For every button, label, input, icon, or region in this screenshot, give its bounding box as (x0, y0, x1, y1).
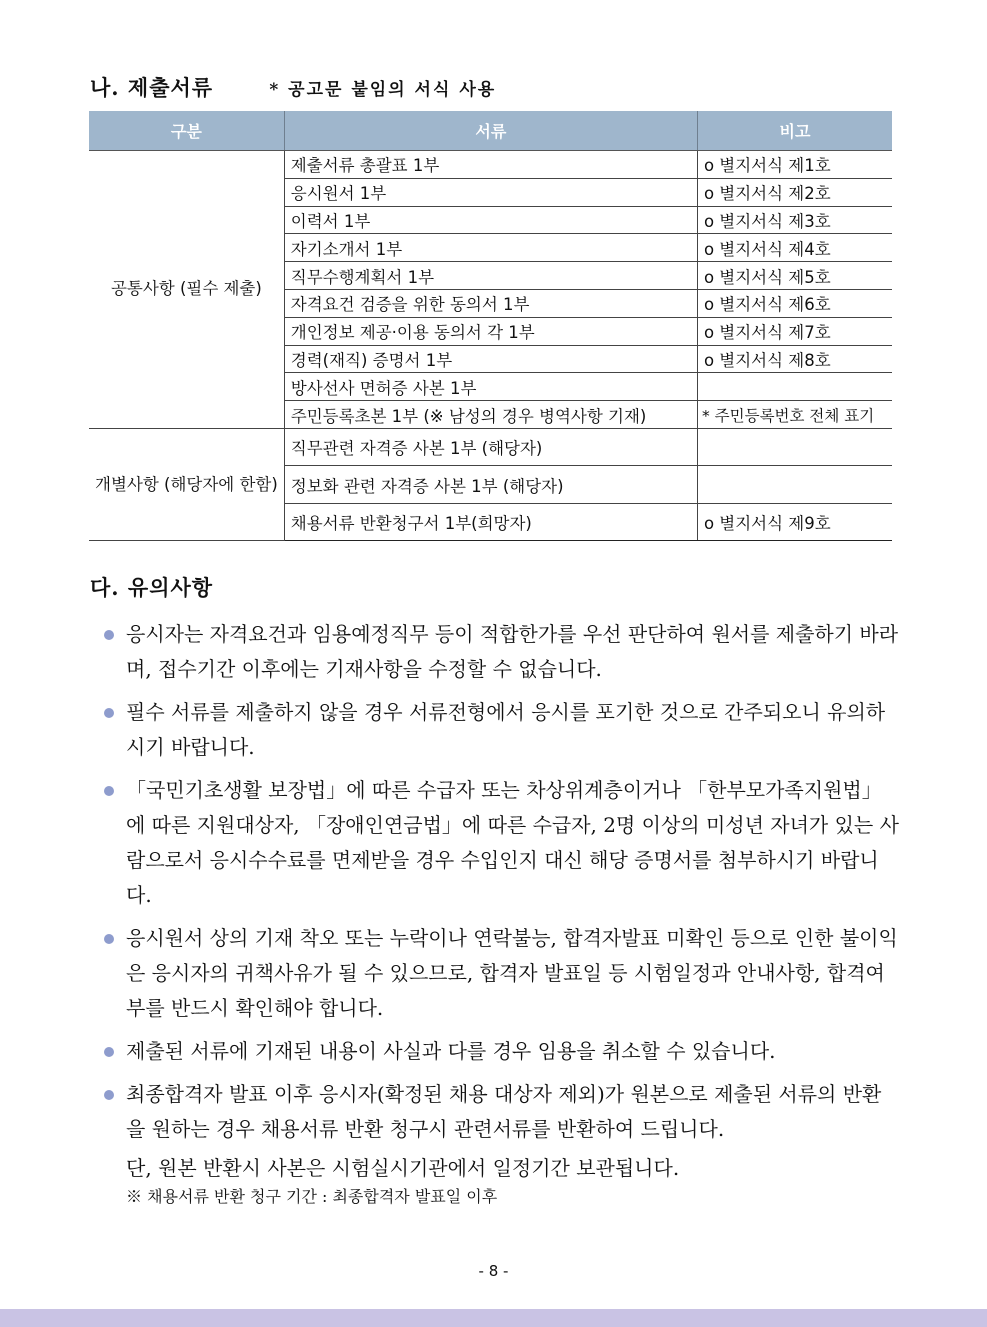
remark-cell (697, 466, 892, 504)
footer-bar (0, 1309, 987, 1327)
list-item (100, 773, 900, 913)
list-item (100, 1077, 900, 1147)
remark-cell: o 별지서식 제7호 (697, 317, 892, 345)
section-title-documents (90, 72, 496, 102)
remark-cell (697, 373, 892, 401)
category-label: 개별사항 (해당자에 한함) (95, 474, 278, 494)
bullet-dot-icon (104, 934, 114, 944)
section-title-note: * 공고문 붙임의 서식 사용 (269, 80, 497, 100)
column-header-category: 구분 (89, 111, 284, 151)
notice-extra (100, 1151, 900, 1186)
column-header-document: 서류 (284, 111, 697, 151)
bullet-dot-icon (104, 786, 114, 796)
list-item (100, 695, 900, 765)
column-header-remark: 비고 (697, 111, 892, 151)
remark-cell: o 별지서식 제1호 (697, 151, 892, 179)
remark-cell: o 별지서식 제4호 (697, 234, 892, 262)
documents-table (89, 111, 892, 541)
bullet-dot-icon (104, 1047, 114, 1057)
doc-cell: 개인정보 제공·이용 동의서 각 1부 (284, 317, 697, 345)
table-row (89, 428, 892, 466)
doc-cell: 제출서류 총괄표 1부 (284, 151, 697, 179)
doc-cell: 이력서 1부 (284, 206, 697, 234)
doc-cell: 직무수행계획서 1부 (284, 262, 697, 290)
doc-cell: 주민등록초본 1부 (※ 남성의 경우 병역사항 기재) (284, 401, 697, 429)
doc-cell: 응시원서 1부 (284, 178, 697, 206)
notice-text: 최종합격자 발표 이후 응시자(확정된 채용 대상자 제외)가 원본으로 제출된 서류의 반환을 원하는 경우 채용서류 반환 청구시 관련서류를 반환하여 드립니다. (126, 1082, 882, 1141)
list-item (100, 617, 900, 687)
remark-cell: * 주민등록번호 전체 표기 (697, 401, 892, 429)
doc-cell: 채용서류 반환청구서 1부(희망자) (284, 503, 697, 541)
section-title-notices (90, 572, 213, 602)
category-common (89, 151, 284, 429)
category-individual (89, 428, 284, 541)
section-title-text: 나. 제출서류 (90, 75, 214, 100)
remark-cell: o 별지서식 제3호 (697, 206, 892, 234)
page-number: - 8 - (478, 1262, 509, 1280)
remark-cell (697, 428, 892, 466)
notice-footnote (100, 1186, 900, 1208)
remark-cell: o 별지서식 제5호 (697, 262, 892, 290)
table-header-row (89, 111, 892, 151)
notice-text: 필수 서류를 제출하지 않을 경우 서류전형에서 응시를 포기한 것으로 간주되오니 유의하시기 바랍니다. (126, 700, 886, 759)
notice-text: 응시자는 자격요건과 임용예정직무 등이 적합한가를 우선 판단하여 원서를 제출하기 바라며, 접수기간 이후에는 기재사항을 수정할 수 없습니다. (126, 622, 899, 681)
notice-text: 제출된 서류에 기재된 내용이 사실과 다를 경우 임용을 취소할 수 있습니다. (126, 1039, 776, 1063)
notice-footnote-text: ※ 채용서류 반환 청구 기간 : 최종합격자 발표일 이후 (126, 1187, 498, 1206)
bullet-dot-icon (104, 1090, 114, 1100)
table-row (89, 151, 892, 179)
remark-cell: o 별지서식 제9호 (697, 503, 892, 541)
bullet-dot-icon (104, 630, 114, 640)
doc-cell: 자격요건 검증을 위한 동의서 1부 (284, 289, 697, 317)
bullet-dot-icon (104, 708, 114, 718)
notice-extra-text: 단, 원본 반환시 사본은 시험실시기관에서 일정기간 보관됩니다. (126, 1156, 680, 1180)
doc-cell: 경력(재직) 증명서 1부 (284, 345, 697, 373)
category-label: 공통사항 (필수 제출) (110, 279, 262, 299)
doc-cell: 방사선사 면허증 사본 1부 (284, 373, 697, 401)
remark-cell: o 별지서식 제8호 (697, 345, 892, 373)
notice-list (100, 617, 900, 1216)
list-item (100, 1034, 900, 1069)
doc-cell: 자기소개서 1부 (284, 234, 697, 262)
doc-cell: 직무관련 자격증 사본 1부 (해당자) (284, 428, 697, 466)
notice-text: 응시원서 상의 기재 착오 또는 누락이나 연락불능, 합격자발표 미확인 등으로 인한 불이익은 응시자의 귀책사유가 될 수 있으므로, 합격자 발표일 등 시험일정과 안내사항, 합격여부를 반드시 확인해야 합니다. (126, 926, 898, 1020)
doc-cell: 정보화 관련 자격증 사본 1부 (해당자) (284, 466, 697, 504)
section-title-text: 다. 유의사항 (90, 575, 214, 600)
remark-cell: o 별지서식 제6호 (697, 289, 892, 317)
list-item (100, 921, 900, 1026)
remark-cell: o 별지서식 제2호 (697, 178, 892, 206)
notice-text: 「국민기초생활 보장법」에 따른 수급자 또는 차상위계층이거나 「한부모가족지원법」에 따른 지원대상자, 「장애인연금법」에 따른 수급자, 2명 이상의 미성년 자녀가 있는 사람으로서 응시수수료를 면제받을 경우 수입인지 대신 해당 증명서를 첨부하시기 바랍니다. (126, 778, 899, 907)
